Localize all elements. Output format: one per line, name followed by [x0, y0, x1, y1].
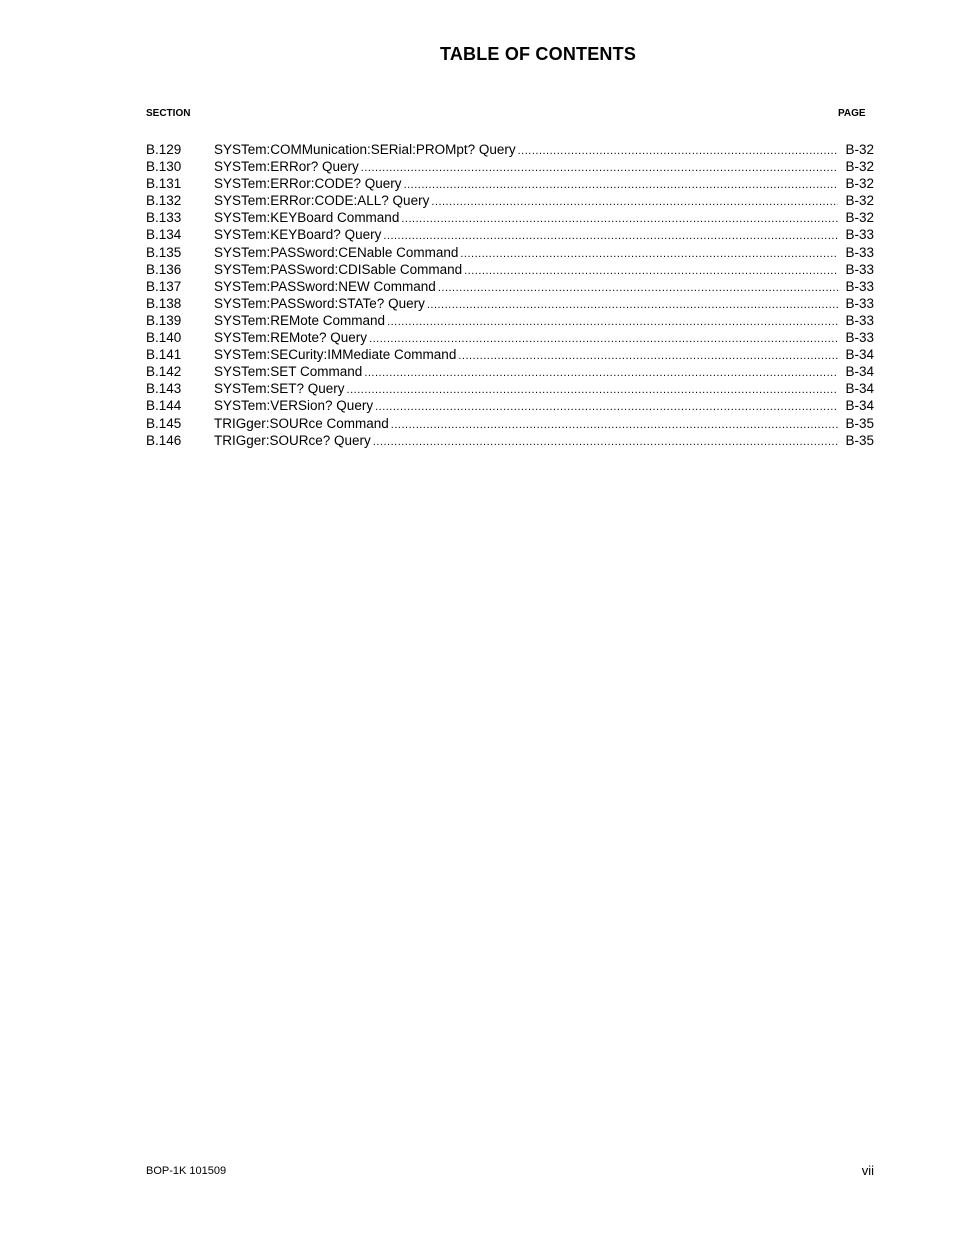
toc-section-number: B.144 — [146, 398, 182, 414]
toc-entry-title[interactable]: SYSTem:REMote Command — [214, 312, 386, 328]
toc-section-number: B.138 — [146, 295, 182, 311]
toc-entry-title[interactable]: SYSTem:ERRor:CODE:ALL? Query — [214, 193, 430, 209]
dot-leader — [361, 160, 838, 177]
toc-page-number[interactable]: B-34 — [845, 364, 874, 380]
dot-leader — [460, 246, 838, 263]
toc-entry-title[interactable]: SYSTem:PASSword:STATe? Query — [214, 295, 425, 311]
toc-entry-title[interactable]: SYSTem:PASSword:CDISable Command — [214, 261, 463, 277]
toc-entry-title[interactable]: SYSTem:KEYBoard? Query — [214, 227, 382, 243]
toc-row[interactable] — [146, 158, 874, 175]
toc-entry-title[interactable]: SYSTem:KEYBoard Command — [214, 210, 400, 226]
toc-page-number[interactable]: B-34 — [845, 381, 874, 397]
toc-row[interactable] — [146, 380, 874, 397]
toc-entry-title[interactable]: SYSTem:VERSion? Query — [214, 398, 374, 414]
toc-list — [146, 141, 874, 449]
toc-page-number[interactable]: B-32 — [845, 142, 874, 157]
dot-leader — [404, 177, 838, 194]
toc-entry-title[interactable]: SYSTem:ERRor:CODE? Query — [214, 176, 402, 192]
toc-section-number: B.137 — [146, 278, 182, 294]
toc-row[interactable] — [146, 312, 874, 329]
toc-row[interactable] — [146, 209, 874, 226]
dot-leader — [364, 365, 838, 382]
toc-section-number: B.136 — [146, 261, 182, 277]
toc-entry-title[interactable]: SYSTem:SET? Query — [214, 381, 345, 397]
dot-leader — [401, 211, 838, 228]
toc-section-number: B.134 — [146, 227, 182, 243]
dot-leader — [438, 280, 838, 297]
toc-section-number: B.133 — [146, 210, 182, 226]
toc-section-number: B.143 — [146, 381, 182, 397]
toc-page-number[interactable]: B-32 — [845, 159, 874, 175]
dot-leader — [464, 263, 838, 280]
dot-leader — [375, 399, 838, 416]
toc-row[interactable] — [146, 244, 874, 261]
dot-leader — [427, 297, 838, 314]
dot-leader — [347, 382, 838, 399]
toc-page-number[interactable]: B-32 — [845, 193, 874, 209]
toc-row[interactable] — [146, 432, 874, 449]
dot-leader — [431, 194, 838, 211]
toc-section-number: B.142 — [146, 364, 182, 380]
toc-page-number[interactable]: B-33 — [845, 244, 874, 260]
toc-entry-title[interactable]: SYSTem:ERRor? Query — [214, 159, 359, 175]
toc-row[interactable] — [146, 397, 874, 414]
toc-row[interactable] — [146, 175, 874, 192]
section-column-header: SECTION — [146, 108, 191, 119]
toc-page-number[interactable]: B-35 — [845, 432, 874, 448]
dot-leader — [458, 348, 838, 365]
toc-entry-title[interactable]: SYSTem:COMMunication:SERial:PROMpt? Query — [214, 142, 516, 157]
toc-section-number: B.132 — [146, 193, 182, 209]
toc-row[interactable] — [146, 346, 874, 363]
dot-leader — [387, 314, 838, 331]
toc-section-number: B.140 — [146, 330, 182, 346]
toc-row[interactable] — [146, 192, 874, 209]
toc-section-number: B.130 — [146, 159, 182, 175]
dot-leader — [373, 434, 838, 451]
toc-page-number[interactable]: B-33 — [845, 330, 874, 346]
toc-section-number: B.131 — [146, 176, 182, 192]
toc-row[interactable] — [146, 261, 874, 278]
toc-entry-title[interactable]: SYSTem:SET Command — [214, 364, 363, 380]
toc-row[interactable] — [146, 415, 874, 432]
toc-entry-title[interactable]: SYSTem:SECurity:IMMediate Command — [214, 347, 457, 363]
toc-row[interactable] — [146, 226, 874, 243]
toc-section-number: B.145 — [146, 415, 182, 431]
toc-page-number[interactable]: B-33 — [845, 227, 874, 243]
toc-page-number[interactable]: B-32 — [845, 176, 874, 192]
toc-page-number[interactable]: B-34 — [845, 347, 874, 363]
toc-row[interactable] — [146, 141, 874, 158]
toc-row[interactable] — [146, 363, 874, 380]
toc-entry-title[interactable]: SYSTem:PASSword:CENable Command — [214, 244, 459, 260]
toc-entry-title[interactable]: SYSTem:REMote? Query — [214, 330, 368, 346]
toc-page-number[interactable]: B-33 — [845, 295, 874, 311]
toc-page-number[interactable]: B-34 — [845, 398, 874, 414]
toc-section-number: B.141 — [146, 347, 182, 363]
toc-section-number: B.139 — [146, 312, 182, 328]
toc-entry-title[interactable]: TRIGger:SOURce? Query — [214, 432, 371, 448]
toc-page-number[interactable]: B-33 — [845, 261, 874, 277]
dot-leader — [518, 143, 838, 160]
toc-row[interactable] — [146, 329, 874, 346]
toc-row[interactable] — [146, 278, 874, 295]
toc-page-number[interactable]: B-32 — [845, 210, 874, 226]
toc-page-number[interactable]: B-35 — [845, 415, 874, 431]
footer-document-id: BOP-1K 101509 — [146, 1165, 227, 1177]
page-title: TABLE OF CONTENTS — [439, 44, 637, 64]
toc-page-number[interactable]: B-33 — [845, 278, 874, 294]
toc-row[interactable] — [146, 295, 874, 312]
toc-page-number[interactable]: B-33 — [845, 312, 874, 328]
dot-leader — [391, 417, 838, 434]
footer-page-number: vii — [861, 1163, 874, 1178]
toc-entry-title[interactable]: SYSTem:PASSword:NEW Command — [214, 278, 436, 294]
toc-section-number: B.129 — [146, 142, 182, 157]
toc-entry-title[interactable]: TRIGger:SOURce Command — [214, 415, 389, 431]
toc-section-number: B.146 — [146, 432, 182, 448]
toc-section-number: B.135 — [146, 244, 182, 260]
page-column-header: PAGE — [838, 108, 866, 119]
